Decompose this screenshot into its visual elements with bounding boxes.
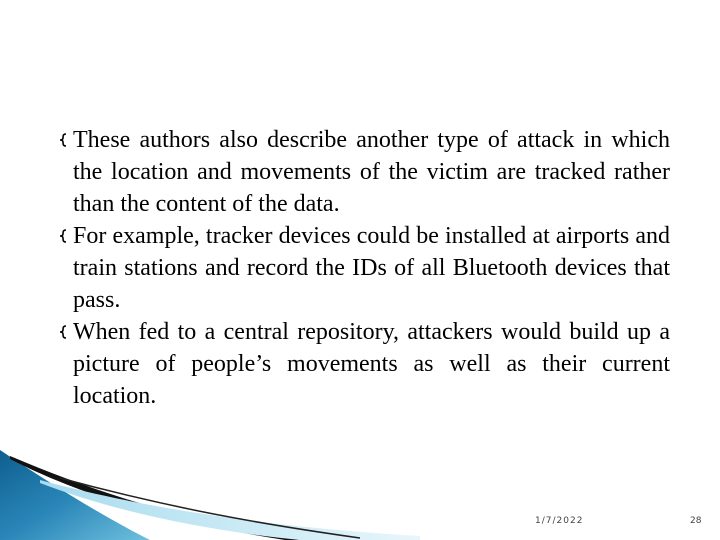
decorative-wave-graphic xyxy=(0,450,420,540)
curly-bracket-bullet-icon xyxy=(56,133,70,147)
curly-bracket-bullet-icon xyxy=(56,229,70,243)
footer-page-number: 28 xyxy=(690,516,702,526)
bullet-text: For example, tracker devices could be installed at airports and train stations and record the IDs of all Bluetooth devices that pass. xyxy=(73,223,670,313)
footer-date: 1/7/2022 xyxy=(535,516,584,526)
bullet-item xyxy=(56,316,670,412)
bullet-text: When fed to a central repository, attackers would build up a picture of people’s movements as well as their current location. xyxy=(73,319,670,409)
curly-bracket-bullet-icon xyxy=(56,325,70,339)
bullet-item xyxy=(56,124,670,220)
bullet-item xyxy=(56,220,670,316)
bullet-text: These authors also describe another type of attack in which the location and movements of the victim are tracked rather than the content of the data. xyxy=(73,127,670,217)
bullet-list xyxy=(56,124,670,412)
